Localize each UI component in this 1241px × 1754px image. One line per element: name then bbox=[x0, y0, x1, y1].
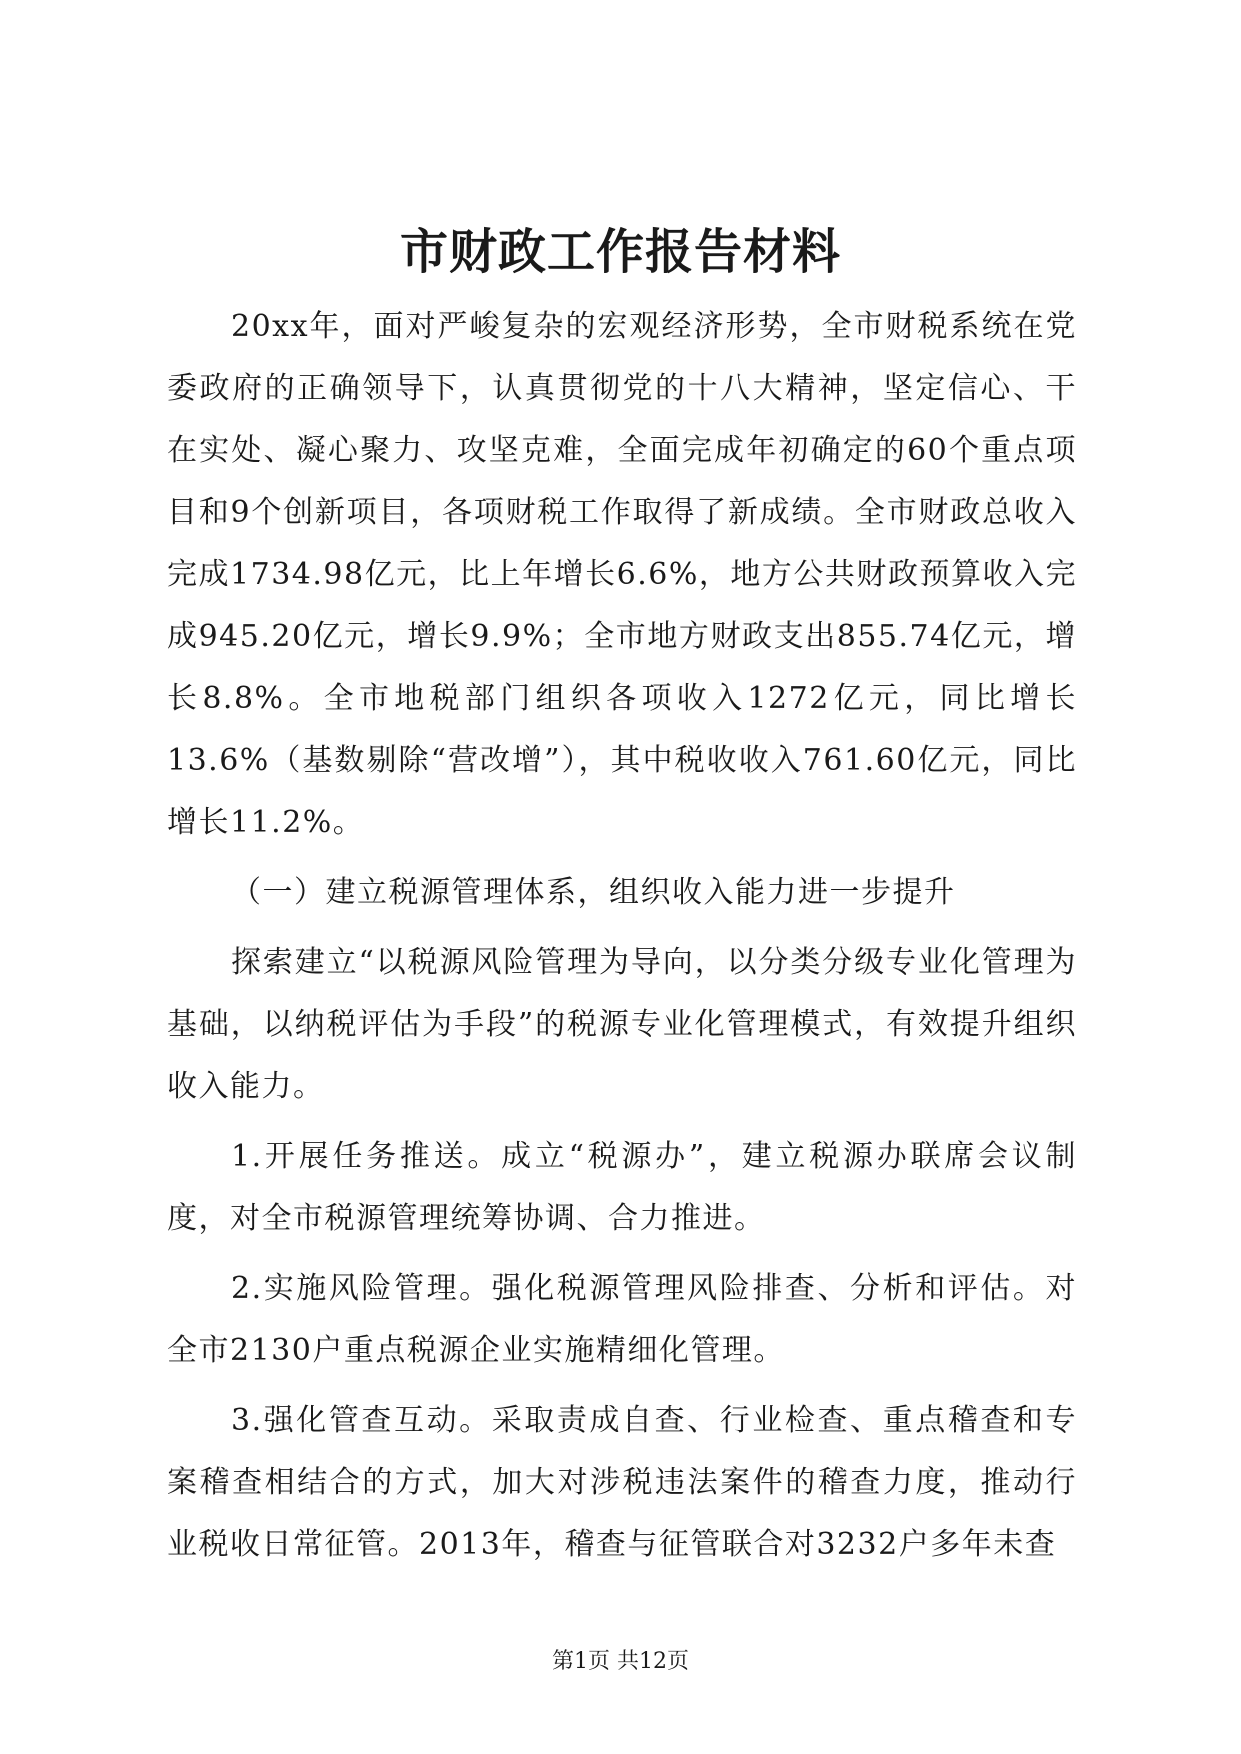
item-paragraph-1: 1.开展任务推送。成立“税源办”，建立税源办联席会议制度，对全市税源管理统筹协调、合力推进。 bbox=[167, 1139, 1077, 1236]
document-title: 市财政工作报告材料 bbox=[399, 224, 841, 280]
paragraph-spacer bbox=[167, 854, 1077, 862]
page-footer: 第1页 共12页 bbox=[552, 1649, 689, 1674]
paragraph-spacer bbox=[167, 1118, 1077, 1126]
paragraph-spacer bbox=[167, 924, 1077, 932]
paragraph-spacer bbox=[167, 1250, 1077, 1258]
section-heading: （一）建立税源管理体系，组织收入能力进一步提升 bbox=[231, 875, 956, 910]
document-body bbox=[167, 296, 1077, 1576]
paragraph-spacer bbox=[167, 1382, 1077, 1390]
intro-paragraph: 20xx年，面对严峻复杂的宏观经济形势，全市财税系统在党委政府的正确领导下，认真贯彻党的十八大精神，坚定信心、干在实处、凝心聚力、攻坚克难，全面完成年初确定的60个重点项目和9个创新项目，各项财税工作取得了新成绩。全市财政总收入完成1734.98亿元，比上年增长6.6%，地方公共财政预算收入完成945.20亿元，增长9.9%；全市地方财政支出855.74亿元，增长8.8%。全市地税部门组织各项收入1272亿元，同比增长13.6%（基数剔除“营改增”），其中税收收入761.60亿元，同比增长11.2%。 bbox=[167, 309, 1077, 840]
item-paragraph-2: 2.实施风险管理。强化税源管理风险排查、分析和评估。对全市2130户重点税源企业实施精细化管理。 bbox=[167, 1271, 1077, 1368]
item-paragraph-3: 3.强化管查互动。采取责成自查、行业检查、重点稽查和专案稽查相结合的方式，加大对涉税违法案件的稽查力度，推动行业税收日常征管。2013年，稽查与征管联合对3232户多年未查 bbox=[167, 1403, 1077, 1562]
section-paragraph: 探索建立“以税源风险管理为导向，以分类分级专业化管理为基础，以纳税评估为手段”的税源专业化管理模式，有效提升组织收入能力。 bbox=[167, 945, 1077, 1104]
